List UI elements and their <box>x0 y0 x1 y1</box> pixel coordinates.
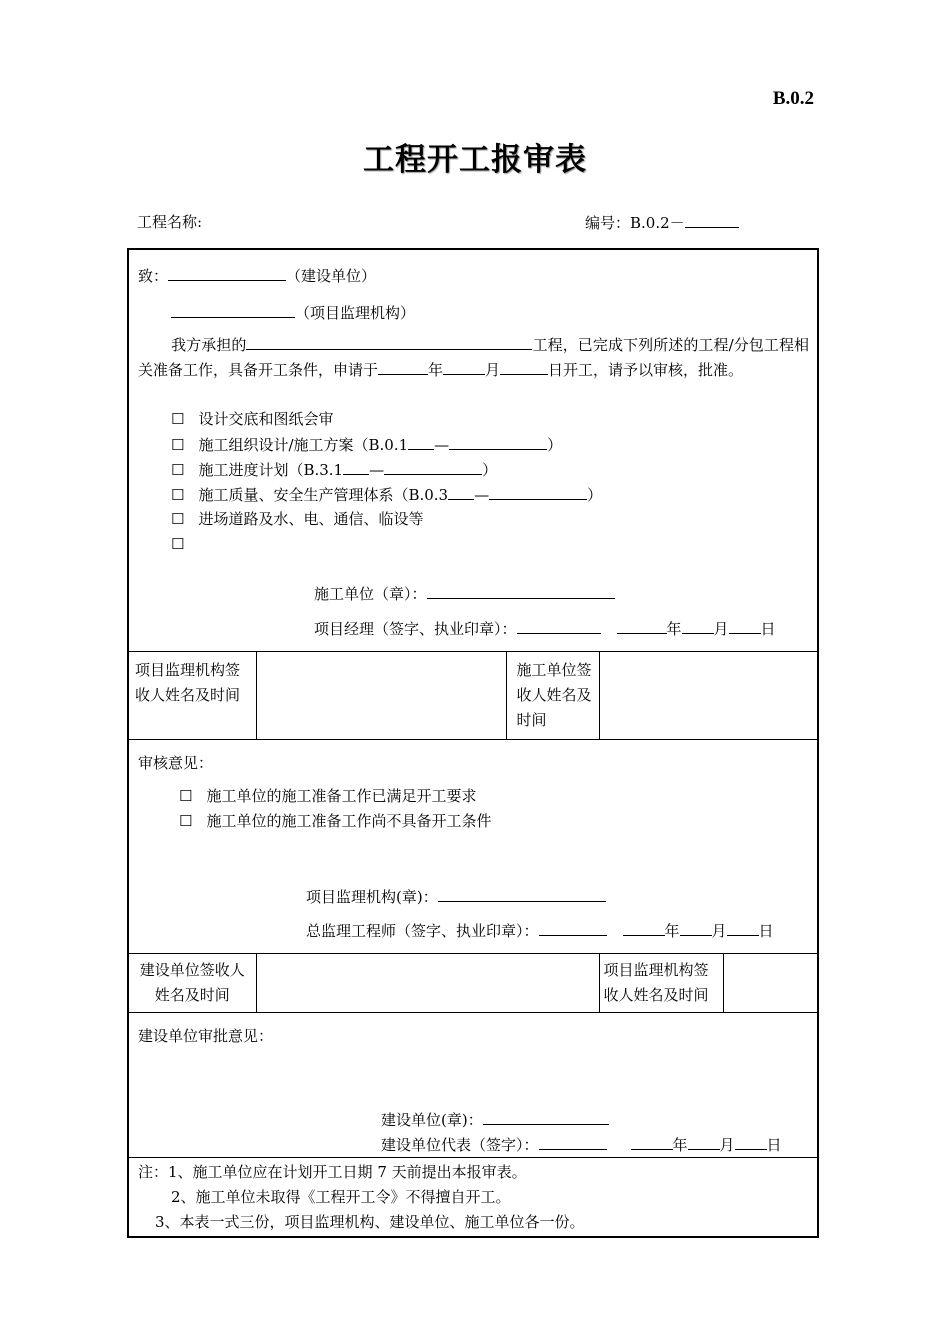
notes-section <box>128 1157 818 1237</box>
approval-month-blank[interactable] <box>688 1135 720 1150</box>
checklist-label: 设计交底和图纸会审 <box>198 410 334 428</box>
note-line: 3、本表一式三份，项目监理机构、建设单位、施工单位各一份。 <box>155 1212 585 1231</box>
sign-month-blank[interactable] <box>682 619 714 634</box>
to-prefix: 致： <box>138 267 169 285</box>
checkbox[interactable]: ☐ <box>171 486 185 504</box>
note-line: 2、施工单位未取得《工程开工令》不得擅自开工。 <box>171 1187 511 1206</box>
review-year-blank[interactable] <box>623 921 665 936</box>
dash: — <box>434 436 450 454</box>
supervision-seal-line <box>306 887 606 906</box>
review-day-blank[interactable] <box>727 921 759 936</box>
note-line: 注：1、施工单位应在计划开工日期 7 天前提出本报审表。 <box>138 1162 527 1181</box>
supervision-org-blank[interactable] <box>171 303 295 318</box>
review-option-label: 施工单位的施工准备工作尚不具备开工条件 <box>206 811 492 830</box>
day-blank[interactable] <box>500 360 548 375</box>
chief-sign-blank[interactable] <box>539 921 607 936</box>
to-supervision-org <box>171 303 415 322</box>
checkbox[interactable]: ☐ <box>171 535 185 553</box>
review-option-label: 施工单位的施工准备工作已满足开工要求 <box>206 786 477 805</box>
manager-sign-label: 项目经理（签字、执业印章）： <box>314 620 517 638</box>
form-number-label: 编号：B.0.2－ <box>585 214 685 232</box>
ref-blank[interactable] <box>489 485 587 500</box>
supervision-receipt-value[interactable] <box>256 651 506 739</box>
review-section <box>128 739 818 953</box>
supervision-receipt-label: 项目监理机构签收人姓名及时间 <box>128 651 256 739</box>
approval-day-blank[interactable] <box>735 1135 767 1150</box>
supervision-seal-blank[interactable] <box>438 887 606 902</box>
approval-section <box>128 1012 818 1157</box>
sign-year-blank[interactable] <box>617 619 667 634</box>
sign-day-blank[interactable] <box>729 619 761 634</box>
checkbox[interactable]: ☐ <box>171 410 185 428</box>
month-blank[interactable] <box>443 360 485 375</box>
para-mid: 工程，已完成下列所述的工程/分包工程相关准备工作，具备开工条件，申请于 <box>138 336 810 379</box>
manager-sign-blank[interactable] <box>517 619 601 634</box>
approval-year-label: 年 <box>672 1135 688 1154</box>
owner-seal-line <box>381 1110 609 1129</box>
approval-day-label: 日 <box>766 1135 782 1154</box>
review-option <box>179 787 476 805</box>
ref-blank[interactable] <box>408 435 434 450</box>
checkbox[interactable]: ☐ <box>171 510 185 528</box>
sign-month-label: 月 <box>713 620 729 638</box>
year-label: 年 <box>428 361 444 379</box>
checklist-label: 施工进度计划（B.3.1 <box>198 461 344 479</box>
supervision-receipt2-cell <box>599 953 818 1012</box>
contractor-seal-label: 施工单位（章）： <box>314 585 427 603</box>
owner-rep-label: 建设单位代表（签字）： <box>381 1135 539 1154</box>
ref-blank[interactable] <box>448 485 474 500</box>
checkbox[interactable]: ☐ <box>179 811 193 830</box>
manager-sign-line <box>314 619 776 638</box>
review-month-blank[interactable] <box>680 921 712 936</box>
supervision-receipt2-label-text: 项目监理机构签收人姓名及时间 <box>600 954 724 1012</box>
approval-year-blank[interactable] <box>631 1135 673 1150</box>
ref-blank[interactable] <box>343 460 369 475</box>
review-month-label: 月 <box>711 921 727 940</box>
checklist-item <box>171 460 497 479</box>
contractor-receipt-label: 施工单位签收人姓名及时间 <box>506 651 599 739</box>
form-number <box>585 213 739 232</box>
close-paren: ） <box>482 461 498 479</box>
checkbox[interactable]: ☐ <box>179 786 193 805</box>
checklist-item <box>171 410 333 428</box>
ref-blank[interactable] <box>449 435 547 450</box>
form-code: B.0.2 <box>772 88 814 109</box>
contractor-seal-blank[interactable] <box>427 584 615 599</box>
para-end: 日开工，请予以审核，批准。 <box>548 361 744 379</box>
year-blank[interactable] <box>378 360 428 375</box>
review-heading: 审核意见： <box>138 753 214 772</box>
checklist-label: 施工质量、安全生产管理体系（B.0.3 <box>198 486 449 504</box>
supervision-seal-label: 项目监理机构(章)： <box>306 887 438 906</box>
owner-seal-label: 建设单位(章)： <box>381 1110 483 1129</box>
checklist-item <box>171 435 562 454</box>
dash: — <box>369 461 385 479</box>
chief-sign-line <box>306 921 774 940</box>
construction-unit-blank[interactable] <box>168 266 286 281</box>
close-paren: ） <box>587 486 603 504</box>
checklist-item <box>171 485 602 504</box>
checklist-item <box>171 510 423 528</box>
para-start: 我方承担的 <box>171 336 247 354</box>
review-option <box>179 812 491 830</box>
sign-day-label: 日 <box>760 620 776 638</box>
construction-unit-label: （建设单位） <box>286 267 377 285</box>
checklist-item <box>171 535 198 553</box>
page-title: 工程开工报审表 <box>363 142 587 178</box>
owner-receipt-label: 建设单位签收人姓名及时间 <box>128 953 256 1012</box>
review-year-label: 年 <box>664 921 680 940</box>
form-number-blank[interactable] <box>685 213 739 228</box>
checkbox[interactable]: ☐ <box>171 436 185 454</box>
application-section <box>128 249 818 651</box>
chief-sign-label: 总监理工程师（签字、执业印章）： <box>306 921 539 940</box>
owner-rep-line <box>381 1135 782 1154</box>
checklist-label: 进场道路及水、电、通信、临设等 <box>198 510 424 528</box>
sign-year-label: 年 <box>666 620 682 638</box>
project-blank[interactable] <box>246 335 532 350</box>
checkbox[interactable]: ☐ <box>171 461 185 479</box>
supervision-org-label: （项目监理机构） <box>295 304 416 322</box>
contractor-receipt-value[interactable] <box>599 651 818 739</box>
approval-month-label: 月 <box>719 1135 735 1154</box>
contractor-seal-line <box>314 584 615 603</box>
review-day-label: 日 <box>758 921 774 940</box>
owner-seal-blank[interactable] <box>483 1110 609 1125</box>
dash: — <box>474 486 490 504</box>
ref-blank[interactable] <box>384 460 482 475</box>
application-paragraph <box>138 333 809 383</box>
checklist-label: 施工组织设计/施工方案（B.0.1 <box>198 436 409 454</box>
month-label: 月 <box>485 361 501 379</box>
owner-receipt-value[interactable] <box>256 953 599 1012</box>
project-name-label: 工程名称: <box>137 213 203 231</box>
application-form <box>127 248 819 1238</box>
close-paren: ） <box>547 436 563 454</box>
approval-heading: 建设单位审批意见： <box>138 1026 274 1045</box>
owner-rep-blank[interactable] <box>539 1135 607 1150</box>
to-construction-unit <box>138 266 376 285</box>
